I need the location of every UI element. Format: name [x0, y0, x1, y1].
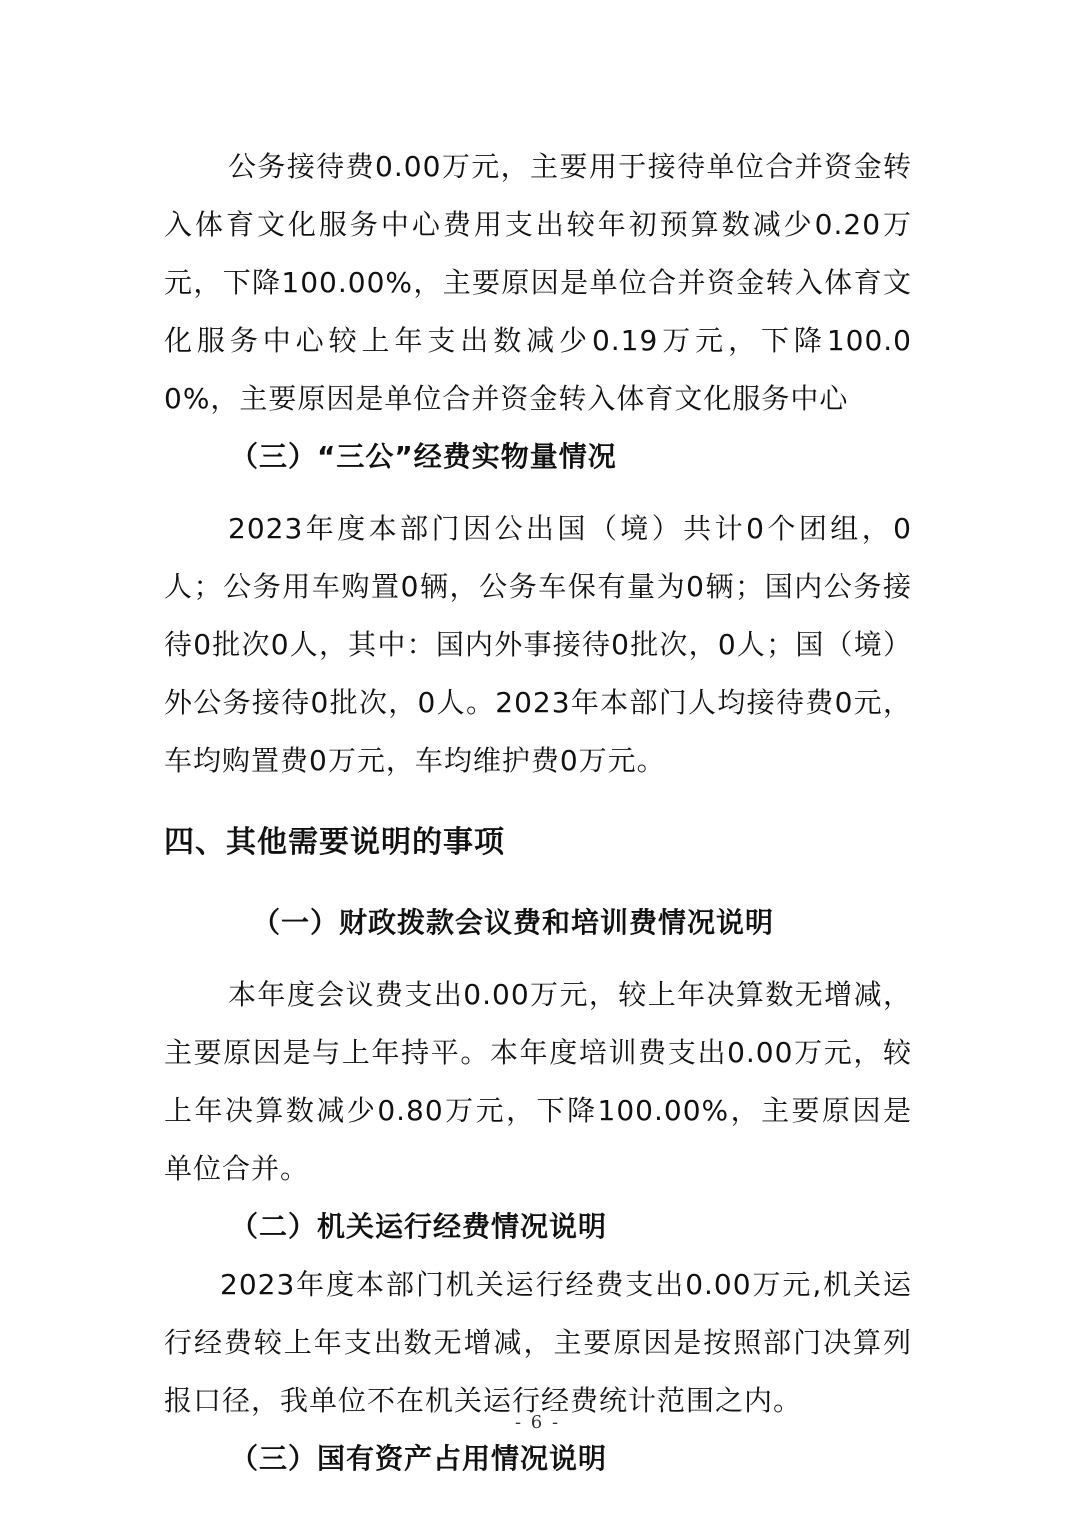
page-number: - 6 - [514, 1412, 561, 1433]
physical-quantity-paragraph: 2023年度本部门因公出国（境）共计0个团组，0人；公务用车购置0辆，公务车保有量为0辆；国内公务接待0批次0人，其中：国内外事接待0批次，0人；国（境）外公务接待0批次，0人。2023年本部门人均接待费0元，车均购置费0万元，车均维护费0万元。 [164, 512, 912, 777]
physical-quantity-heading: （三）“三公”经费实物量情况 [230, 440, 617, 473]
reception-expense-paragraph: 公务接待费0.00万元，主要用于接待单位合并资金转入体育文化服务中心费用支出较年初预算数减少0.20万元，下降100.00%，主要原因是单位合并资金转入体育文化服务中心较上年支出数减少0.19万元，下降100.00%，主要原因是单位合并资金转入体育文化服务中心 [164, 150, 912, 415]
state-assets-heading: （三）国有资产占用情况说明 [230, 1442, 608, 1475]
operation-expense-paragraph: 2023年度本部门机关运行经费支出0.00万元,机关运行经费较上年支出数无增减，主要原因是按照部门决算列报口径，我单位不在机关运行经费统计范围之内。 [164, 1268, 912, 1417]
meeting-training-heading: （一）财政拨款会议费和培训费情况说明 [252, 906, 775, 939]
operation-expense-heading: （二）机关运行经费情况说明 [230, 1210, 608, 1243]
meeting-training-paragraph: 本年度会议费支出0.00万元，较上年决算数无增减，主要原因是与上年持平。本年度培训费支出0.00万元，较上年决算数减少0.80万元，下降100.00%，主要原因是单位合并。 [164, 978, 912, 1185]
document-body [164, 138, 912, 1488]
section-four-heading: 四、其他需要说明的事项 [164, 825, 505, 860]
